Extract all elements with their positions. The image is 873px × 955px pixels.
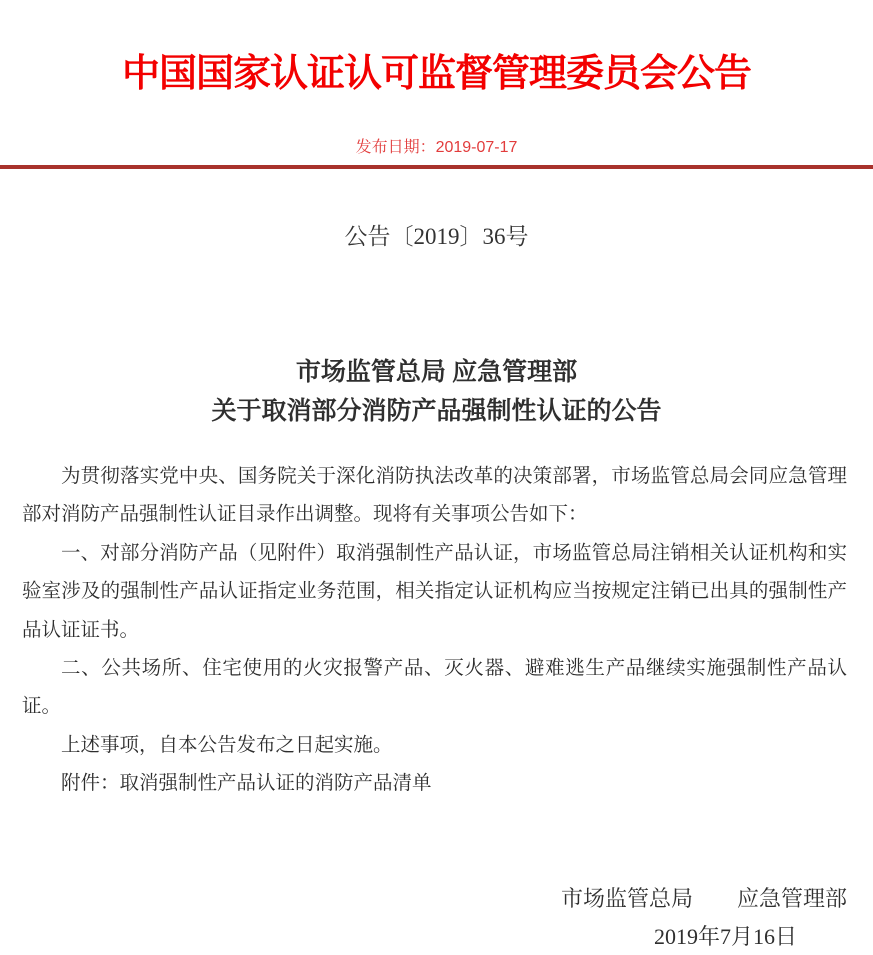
signature-date: 2019年7月16日: [653, 923, 797, 949]
red-divider: [0, 165, 873, 169]
body-paragraph-effective: 上述事项，自本公告发布之日起实施。: [61, 734, 393, 756]
publish-date: 发布日期：2019-07-17: [355, 139, 518, 156]
doc-heading-line2: 关于取消部分消防产品强制性认证的公告: [211, 398, 662, 425]
signature-block: [0, 880, 873, 955]
doc-body: [0, 458, 873, 804]
body-paragraph-item2: 二、公共场所、住宅使用的火灾报警产品、灭火器、避难逃生产品继续实施强制性产品认证。: [22, 658, 847, 718]
doc-heading: [0, 353, 873, 431]
page-title: 中国国家认证认可监督管理委员会公告: [121, 53, 751, 95]
body-paragraph-attachment: 附件：取消强制性产品认证的消防产品清单: [61, 773, 432, 795]
body-paragraph-item1: 一、对部分消防产品（见附件）取消强制性产品认证，市场监管总局注销相关认证机构和实验室涉及的强制性产品认证指定业务范围，相关指定认证机构应当按规定注销已出具的强制性产品认证证书。: [22, 542, 847, 641]
signature-names: 市场监管总局 应急管理部: [560, 885, 847, 911]
doc-number: 公告〔2019〕36号: [344, 224, 529, 249]
body-paragraph-intro: 为贯彻落实党中央、国务院关于深化消防执法改革的决策部署，市场监管总局会同应急管理部对消防产品强制性认证目录作出调整。现将有关事项公告如下：: [22, 466, 847, 526]
doc-heading-line1: 市场监管总局 应急管理部: [295, 359, 578, 386]
